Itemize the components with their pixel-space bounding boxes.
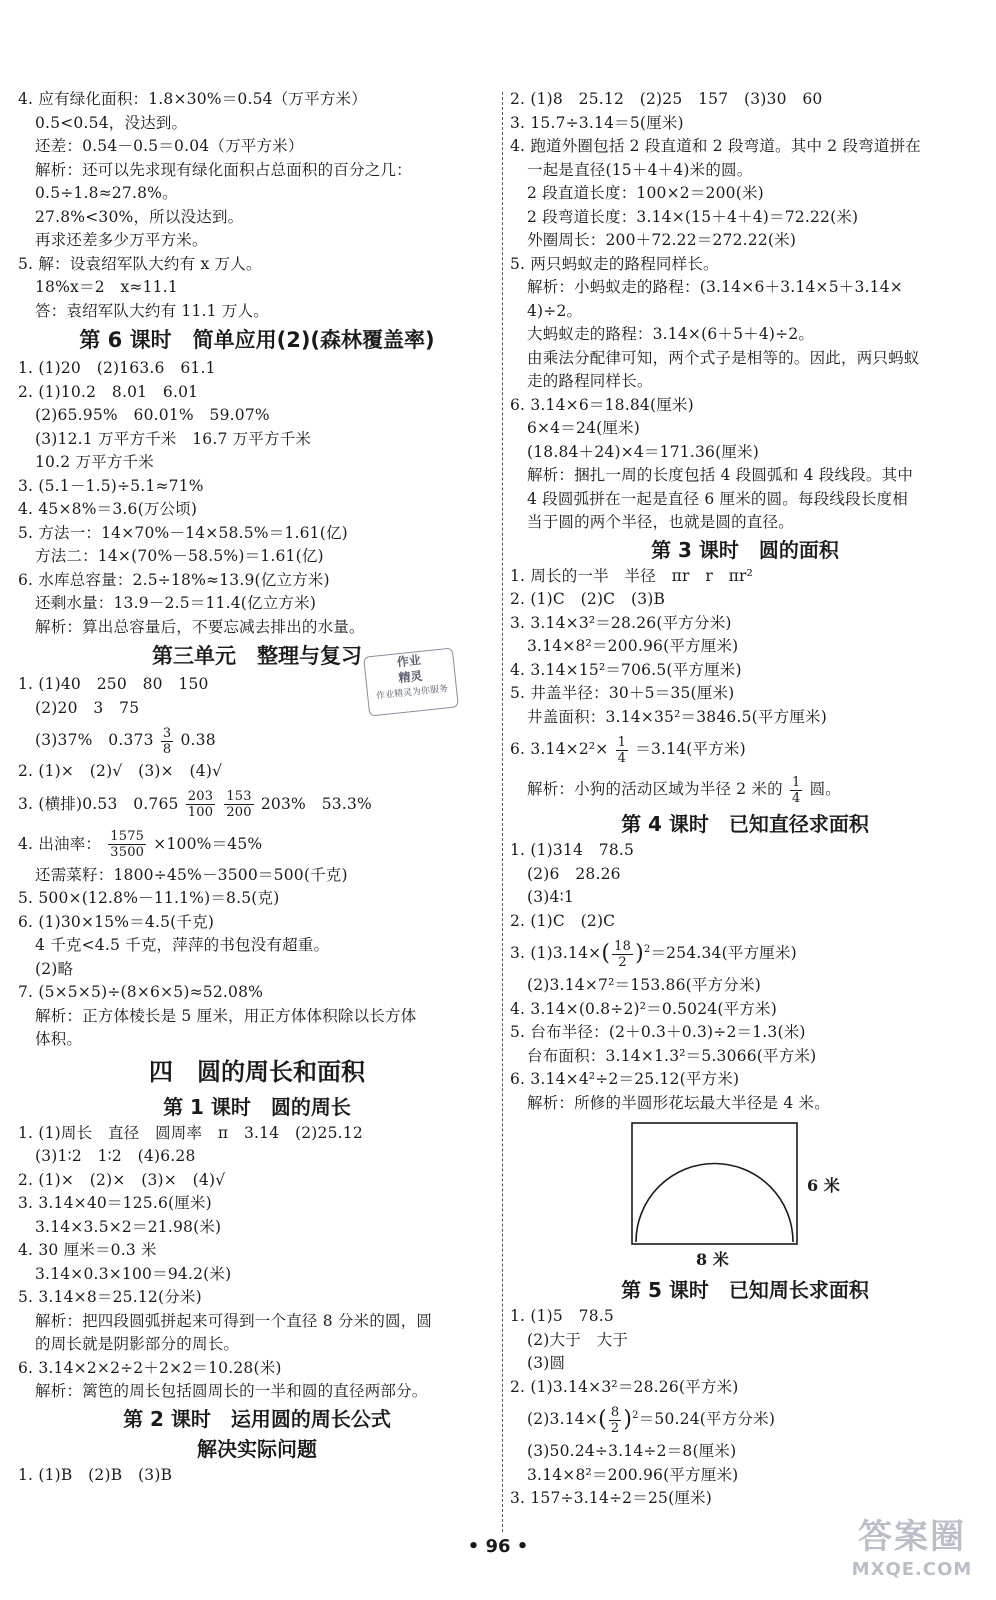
text-line: 外圈周长：200＋72.22＝272.22(米) (527, 231, 797, 249)
text-line: 6. 3.14×2×2÷2＋2×2＝10.28(米) (18, 1358, 282, 1377)
text-line: 还剩水量：13.9－2.5＝11.4(亿立方米) (35, 594, 317, 612)
text-line: 答：袁绍军队大约有 11.1 万人。 (35, 301, 269, 320)
text-line: 4 段圆弧拼在一起是直径 6 厘米的圆。每段线段长度相 (527, 489, 908, 508)
text-line: 2. (1)10.2 8.01 6.01 (18, 382, 199, 401)
text-line: 还差：0.54－0.5＝0.04（万平方米） (35, 137, 304, 155)
text-line: 5. 方法一：14×70%－14×58.5%＝1.61(亿) (18, 523, 348, 542)
analysis-line: 解析：算出总容量后，不要忘减去排出的水量。 (35, 617, 365, 636)
text-line: 1. (1)40 250 80 150 (18, 675, 209, 693)
text-segment: ＝3.14(平方米) (635, 740, 746, 758)
text-line: 体积。 (35, 1030, 83, 1048)
text-line: 2. (1)× (2)√ (3)× (4)√ (18, 762, 223, 780)
lesson-heading: 第 1 课时 圆的周长 (163, 1094, 351, 1119)
lesson-subheading: 解决实际问题 (197, 1436, 317, 1461)
text-segment: ＝50.24(平方分米) (638, 1410, 776, 1428)
text-line: (2)65.95% 60.01% 59.07% (35, 406, 270, 424)
text-line: 2 段直道长度：100×2＝200(米) (527, 184, 764, 202)
text-line: 1. 周长的一半 半径 πr r πr² (510, 566, 754, 585)
height-label: 6 米 (807, 1176, 840, 1195)
text-line (18, 784, 496, 824)
analysis-line: 解析：所修的半圆形花坛最大半径是 4 米。 (527, 1093, 830, 1112)
text-segment: (3)37% 0.373 (35, 731, 154, 749)
text-line: 3.14×3.5×2＝21.98(米) (35, 1217, 222, 1236)
right-column (510, 88, 980, 1511)
rectangle-shape (632, 1123, 797, 1244)
lesson-heading: 第 4 课时 已知直径求面积 (621, 812, 869, 836)
text-line: 4. 30 厘米＝0.3 米 (18, 1241, 157, 1259)
text-segment: 3. (1)3.14× (510, 944, 602, 962)
text-line: 5. 井盖半径：30＋5＝35(厘米) (510, 684, 735, 702)
text-line: 走的路程同样长。 (527, 372, 653, 390)
left-column (18, 88, 496, 1487)
text-line: 1. (1)周长 直径 圆周率 π 3.14 (2)25.12 (18, 1123, 363, 1142)
text-line: (2)20 3 75 (35, 698, 140, 717)
text-segment: 3. (横排)0.53 0.765 (18, 794, 179, 813)
text-line: 2. (1)C (2)C (3)B (510, 590, 666, 608)
text-line: 18%x＝2 x≈11.1 (35, 278, 178, 296)
text-line: 再求还差多少万平方米。 (35, 231, 208, 249)
text-line: (3)50.24÷3.14÷2＝8(厘米) (527, 1442, 737, 1460)
text-segment: 0.38 (180, 731, 216, 749)
text-line: (2)3.14×( $\frac{8}{2}$ )$^2$＝50.24(平方分米) (527, 1404, 776, 1436)
fraction: $\frac{153}{200}$ (226, 789, 252, 820)
text-line: 2 段弯道长度：3.14×(15＋4＋4)＝72.22(米) (527, 207, 859, 226)
lesson-heading: 第 3 课时 圆的面积 (651, 537, 839, 562)
text-segment: 6. 3.14×2²× (510, 740, 609, 758)
text-line: 5. 台布半径：(2＋0.3＋0.3)÷2＝1.3(米) (510, 1023, 806, 1041)
text-line: 3. 157÷3.14÷2＝25(厘米) (510, 1489, 712, 1507)
text-line: 一起是直径(15＋4＋4)米的圆。 (527, 160, 753, 179)
text-line: 10.2 万平方千米 (35, 453, 154, 471)
unit-review-heading: 第三单元 整理与复习 (152, 644, 362, 668)
text-line: 还需菜籽：1800÷45%－3500＝500(千克) (35, 865, 348, 884)
fraction: $\frac{3}{8}$ (162, 725, 172, 757)
text-line: 4. 3.14×15²＝706.5(平方厘米) (510, 660, 742, 679)
text-line: 方法二：14×(70%－58.5%)＝1.61(亿) (35, 547, 324, 565)
text-line: 3. 15.7÷3.14＝5(厘米) (510, 113, 684, 132)
text-line: 当于圆的两个半径，也就是圆的直径。 (527, 513, 794, 531)
analysis-line: 解析：还可以先求现有绿化面积占总面积的百分之几： (35, 160, 412, 179)
text-line: 6. (1)30×15%＝4.5(千克) (18, 912, 215, 931)
fraction: $\frac{1}{4}$ (617, 734, 627, 766)
text-line: 大蚂蚁走的路程：3.14×(6＋5＋4)÷2。 (527, 325, 815, 343)
text-line: 6. 3.14×6＝18.84(厘米) (510, 395, 694, 414)
text-line: 3.14×8²＝200.96(平方厘米) (527, 1465, 739, 1484)
text-line: 6. 水库总容量：2.5÷18%≈13.9(亿立方米) (18, 570, 330, 589)
text-line: 0.5<0.54，没达到。 (35, 113, 188, 132)
text-line: (3)4∶1 (527, 888, 574, 906)
text-line: 由乘法分配律可知，两个式子是相等的。因此，两只蚂蚁 (527, 348, 920, 367)
text-line: 5. 解：设袁绍军队大约有 x 万人。 (18, 254, 262, 273)
text-line: 台布面积：3.14×1.3²＝5.3066(平方米) (527, 1046, 817, 1065)
text-line: 3. (5.1－1.5)÷5.1≈71% (18, 476, 204, 495)
text-line: 5. 500×(12.8%－11.1%)＝8.5(克) (18, 889, 280, 907)
fraction: $\frac{1}{4}$ (791, 774, 801, 806)
homework-stamp: 作业 精灵 作业精灵为你服务 (363, 647, 459, 716)
text-line (510, 729, 980, 769)
text-segment: (2)3.14× (527, 1410, 599, 1428)
semicircle-figure (510, 1119, 980, 1269)
lesson-heading: 第 5 课时 已知周长求面积 (621, 1278, 869, 1302)
text-segment: 203% 53.3% (260, 794, 372, 813)
text-line: 3. 3.14×40＝125.6(厘米) (18, 1194, 212, 1212)
text-segment: 4. 出油率： (18, 834, 102, 853)
text-line: 4. 45×8%＝3.6(万公顷) (18, 500, 198, 518)
page-number: • 96 • (467, 1536, 529, 1557)
text-line: 2. (1)3.14×3²＝28.26(平方米) (510, 1377, 739, 1396)
text-line: 6×4＝24(厘米) (527, 419, 641, 437)
analysis-line: 解析：捆扎一周的长度包括 4 段圆弧和 4 段线段。其中 (527, 466, 914, 484)
text-line: 1. (1)5 78.5 (510, 1307, 614, 1325)
text-line: 27.8%<30%，所以没达到。 (35, 207, 244, 226)
text-line: (2)略 (35, 959, 74, 978)
text-line: (3)圆 (527, 1354, 566, 1372)
text-line: 4. 应有绿化面积：1.8×30%＝0.54（万平方米） (18, 90, 367, 108)
text-line: (2)3.14×7²＝153.86(平方分米) (527, 976, 761, 994)
text-segment: 解析：小狗的活动区域为半径 2 米的 (527, 780, 783, 798)
fraction: $\frac{8}{2}$ (610, 1404, 620, 1436)
semicircle-arc (636, 1164, 793, 1243)
fraction: $\frac{1575}{3500}$ (110, 829, 145, 860)
fraction: $\frac{203}{100}$ (187, 789, 214, 820)
text-line: 3. (1)3.14×( $\frac{18}{2}$ )$^2$＝254.34(平方厘米) (510, 938, 797, 970)
text-line: 4 千克<4.5 千克，萍萍的书包没有超重。 (35, 936, 330, 954)
column-divider (502, 92, 503, 1532)
analysis-line: 解析：篱笆的周长包括圆周长的一半和圆的直径两部分。 (35, 1382, 428, 1400)
text-line: (3)1∶2 1∶2 (4)6.28 (35, 1147, 196, 1165)
text-line: 井盖面积：3.14×35²＝3846.5(平方厘米) (527, 707, 827, 726)
text-line: 1. (1)B (2)B (3)B (18, 1465, 173, 1484)
text-line: 3.14×0.3×100＝94.2(米) (35, 1264, 232, 1283)
text-line: (3)12.1 万平方千米 16.7 万平方千米 (35, 429, 312, 448)
text-line: 1. (1)20 (2)163.6 61.1 (18, 359, 216, 377)
text-line: 的周长就是阴影部分的周长。 (35, 1335, 240, 1353)
lesson-heading: 第 2 课时 运用圆的周长公式 (123, 1406, 391, 1431)
text-line: 2. (1)× (2)× (3)× (4)√ (18, 1170, 226, 1189)
semicircle-diagram (510, 1119, 980, 1269)
text-line: 5. 两只蚂蚁走的路程同样长。 (510, 254, 719, 273)
text-line: 4. 3.14×(0.8÷2)²＝0.5024(平方米) (510, 999, 777, 1018)
text-line: 2. (1)8 25.12 (2)25 157 (3)30 60 (510, 90, 823, 108)
analysis-line (510, 769, 980, 809)
fraction: $\frac{18}{2}$ (614, 938, 632, 970)
text-line: 5. 3.14×8＝25.12(分米) (18, 1288, 202, 1306)
text-line (18, 824, 496, 864)
text-line: 2. (1)C (2)C (510, 911, 616, 930)
text-line: 4. 跑道外圈包括 2 段直道和 2 段弯道。其中 2 段弯道拼在 (510, 137, 921, 155)
text-line: 7. (5×5×5)÷(8×6×5)≈52.08% (18, 983, 264, 1001)
site-watermark: 答案圈 MXQE.COM (851, 1517, 973, 1580)
text-segment: ×100%＝45% (153, 834, 263, 853)
text-line: (2)6 28.26 (527, 864, 621, 883)
text-line: 1. (1)314 78.5 (510, 841, 635, 859)
text-segment: ＝254.34(平方厘米) (650, 944, 797, 962)
text-line: 3. 3.14×3²＝28.26(平方分米) (510, 613, 732, 632)
text-line: (2)大于 大于 (527, 1330, 629, 1349)
analysis-line: 解析：正方体棱长是 5 厘米，用正方体体积除以长方体 (35, 1006, 417, 1025)
text-line: 0.5÷1.8≈27.8%。 (35, 184, 178, 202)
width-label: 8 米 (696, 1250, 729, 1269)
text-line: (18.84＋24)×4＝171.36(厘米) (527, 442, 759, 461)
text-line: 4)÷2。 (527, 301, 583, 320)
chapter-heading: 四 圆的周长和面积 (149, 1057, 365, 1086)
text-segment: 圆。 (809, 780, 841, 798)
text-line: 6. 3.14×4²÷2＝25.12(平方米) (510, 1070, 740, 1088)
analysis-line: 解析：把四段圆弧拼起来可得到一个直径 8 分米的圆，圆 (35, 1311, 433, 1330)
text-line (18, 720, 496, 760)
analysis-line: 解析：小蚂蚁走的路程：(3.14×6＋3.14×5＋3.14× (527, 278, 903, 296)
lesson-heading: 第 6 课时 简单应用(2)(森林覆盖率) (79, 328, 435, 352)
text-line: 3.14×8²＝200.96(平方厘米) (527, 637, 739, 655)
